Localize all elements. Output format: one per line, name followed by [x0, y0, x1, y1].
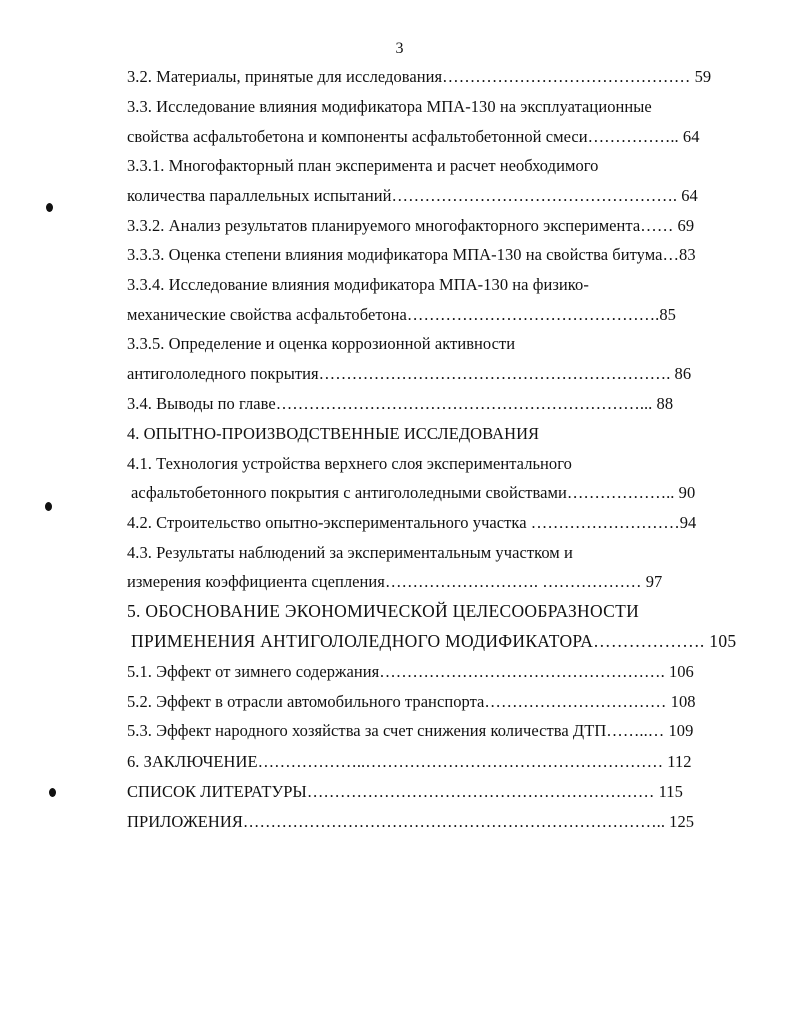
toc-entry-heading: ПРИЛОЖЕНИЯ………………………………………………………………….. 125	[127, 812, 695, 831]
toc-entry: антигололедного покрытия………………………………………………………. 86	[127, 364, 692, 383]
binder-hole-mark	[46, 203, 53, 212]
toc-entry-heading: 4. ОПЫТНО-ПРОИЗВОДСТВЕННЫЕ ИССЛЕДОВАНИЯ	[127, 424, 540, 443]
toc-entry-heading: ПРИМЕНЕНИЯ АНТИГОЛОЛЕДНОГО МОДИФИКАТОРА………………. 105	[131, 631, 737, 651]
binder-hole-mark	[49, 788, 56, 797]
toc-entry: 3.4. Выводы по главе…………………………………………………………... 88	[127, 394, 674, 413]
toc-entry: 3.3.1. Многофакторный план эксперимента и расчет необходимого	[127, 156, 599, 175]
toc-entry: 4.2. Строительство опытно-экспериментального участка ………………………94	[127, 513, 697, 532]
toc-entry: свойства асфальтобетона и компоненты асфальтобетонной смеси…………….. 64	[127, 127, 700, 146]
binder-hole-mark	[45, 502, 52, 511]
toc-entry-heading: СПИСОК ЛИТЕРАТУРЫ……………………………………………………… 115	[127, 782, 683, 801]
toc-entry-heading: 5. ОБОСНОВАНИЕ ЭКОНОМИЧЕСКОЙ ЦЕЛЕСООБРАЗНОСТИ	[127, 601, 640, 621]
toc-entry: количества параллельных испытаний……………………………………………. 64	[127, 186, 698, 205]
toc-entry: 5.1. Эффект от зимнего содержания……………………………………………. 106	[127, 662, 694, 681]
toc-entry: 3.3.4. Исследование влияния модификатора МПА-130 на физико-	[127, 275, 589, 294]
page-number: 3	[395, 40, 404, 57]
toc-entry: 4.1. Технология устройства верхнего слоя экспериментального	[127, 454, 572, 473]
toc-entry: измерения коэффициента сцепления………………………. ……………… 97	[127, 572, 663, 591]
toc-entry: 5.2. Эффект в отрасли автомобильного транспорта…………………………… 108	[127, 692, 696, 711]
toc-entry: 4.3. Результаты наблюдений за экспериментальным участком и	[127, 543, 573, 562]
toc-entry: 3.3.5. Определение и оценка коррозионной активности	[127, 334, 516, 353]
toc-entry: 3.2. Материалы, принятые для исследования……………………………………… 59	[127, 67, 712, 86]
toc-entry: механические свойства асфальтобетона……………………………………….85	[127, 305, 676, 324]
toc-entry: 5.3. Эффект народного хозяйства за счет снижения количества ДТП……..… 109	[127, 721, 694, 740]
toc-entry: асфальтобетонного покрытия с антигололедными свойствами……………….. 90	[131, 483, 696, 502]
toc-entry: 3.3.3. Оценка степени влияния модификатора МПА-130 на свойства битума…83	[127, 245, 696, 264]
toc-entry: 3.3. Исследование влияния модификатора МПА-130 на эксплуатационные	[127, 97, 652, 116]
toc-entry: 3.3.2. Анализ результатов планируемого многофакторного эксперимента…… 69	[127, 216, 695, 235]
toc-entry-heading: 6. ЗАКЛЮЧЕНИЕ………………..……………………………………………… 112	[127, 752, 692, 771]
